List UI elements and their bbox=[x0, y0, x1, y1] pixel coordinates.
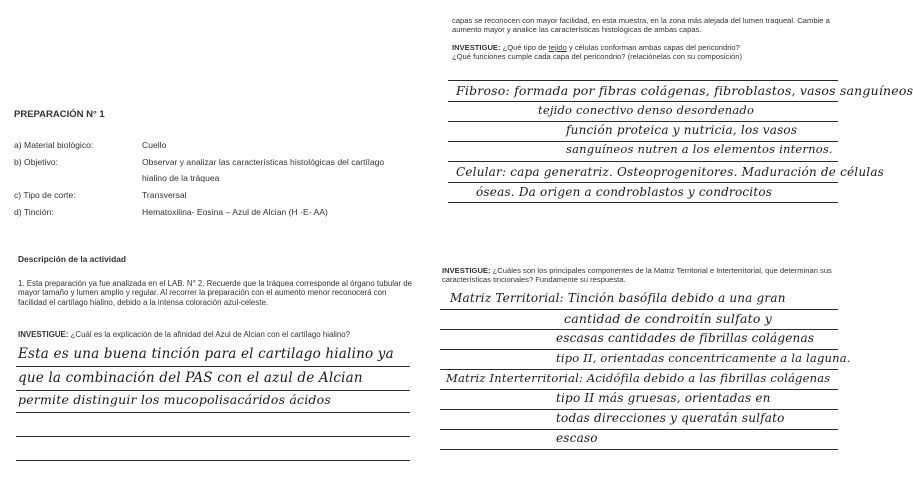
alcian-question bbox=[18, 330, 350, 339]
matrix-question bbox=[442, 266, 837, 284]
activity-paragraph: 1. Esta preparación ya fue analizada en el LAB. N° 2. Recuerde que la tráquea corresponde al órgano tubular de mayor tamaño y lumen amplio y regular. Al recorrer la preparación con el aumento menor reconocerá con facilidad el cartílago hialino, debido a la intensa coloración azul-celeste. bbox=[18, 279, 413, 307]
answer-rule bbox=[440, 349, 838, 350]
answer-rule bbox=[440, 429, 838, 430]
perichondrium-panel bbox=[442, 8, 913, 206]
handwritten-answer-line: Esta es una buena tinción para el cartilago hialino ya bbox=[18, 346, 394, 362]
handwritten-answer-line: Matriz Territorial: Tinción basófila debido a una gran bbox=[450, 291, 786, 305]
perichondrium-question-underlined: tejido bbox=[548, 43, 567, 52]
answer-rule bbox=[448, 202, 838, 203]
investigue-label: INVESTIGUE: bbox=[452, 43, 501, 52]
preparation-header-panel bbox=[8, 100, 418, 225]
field-value-corte: Transversal bbox=[142, 190, 187, 200]
activity-heading: Descripción de la actividad bbox=[18, 254, 126, 264]
field-label-corte: c) Tipo de corte: bbox=[14, 190, 76, 200]
handwritten-answer-line: tejido conectivo denso desordenado bbox=[538, 103, 755, 117]
handwritten-answer-line: Fibroso: formada por fibras colágenas, fibroblastos, vasos sanguíneos bbox=[456, 83, 913, 98]
perichondrium-intro: capas se reconocen con mayor facilidad, en esta muestra, en la zona más alejada del lumen traqueal. Cambie a aumento mayor y analice las características histológicas de ambas capas. bbox=[452, 16, 830, 35]
answer-rule bbox=[440, 329, 838, 330]
handwritten-answer-line: tipo II, orientadas concentricamente a la laguna. bbox=[556, 351, 851, 365]
answer-rule bbox=[16, 412, 410, 413]
alcian-question-text: ¿Cuál es la explicación de la afinidad del Azul de Alcian con el cartílago hialino? bbox=[68, 330, 351, 339]
handwritten-answer-line: Celular: capa generatriz. Osteoprogenitores. Maduración de células bbox=[456, 165, 885, 179]
handwritten-answer-line: escaso bbox=[556, 431, 598, 445]
perichondrium-question-pre: ¿Qué tipo de bbox=[500, 43, 549, 52]
answer-rule bbox=[440, 369, 838, 370]
perichondrium-question-line2: ¿Qué funciones cumple cada capa del pericondrio? (relaciónelas con su composición) bbox=[452, 52, 742, 62]
answer-rule bbox=[448, 121, 838, 122]
answer-rule bbox=[448, 161, 838, 162]
answer-rule bbox=[16, 366, 410, 367]
answer-rule bbox=[440, 409, 838, 410]
field-value-objetivo-cont: hialino de la tráquea bbox=[142, 173, 220, 183]
answer-rule bbox=[16, 460, 410, 461]
handwritten-answer-line: permite distinguir los mucopolisacáridos ácidos bbox=[18, 392, 331, 407]
field-label-material: a) Material biológico: bbox=[14, 140, 94, 150]
preparation-title: PREPARACIÓN N° 1 bbox=[14, 109, 105, 120]
handwritten-answer-line: Matriz Interterritorial: Acidófila debido a las fibrillas colágenas bbox=[446, 371, 831, 385]
field-value-material: Cuello bbox=[142, 140, 167, 150]
field-label-tincion: d) Tinción: bbox=[14, 207, 54, 217]
handwritten-answer-line: todas direcciones y queratán sulfato bbox=[556, 411, 785, 425]
field-value-objetivo: Observar y analizar las características histológicas del cartílago bbox=[142, 157, 385, 167]
handwritten-answer-line: que la combinación del PAS con el azul de Alcian bbox=[18, 370, 363, 386]
answer-rule bbox=[440, 309, 838, 310]
matrix-question-text: ¿Cuáles son los principales componentes de la Matriz Territorial e Interterritorial, que determinan sus características tincionales? Fundamente su respuesta. bbox=[442, 266, 832, 285]
handwritten-answer-line: óseas. Da origen a condroblastos y condrocitos bbox=[476, 185, 773, 199]
answer-rule bbox=[448, 182, 838, 183]
handwritten-answer-line: cantidad de condroitín sulfato y bbox=[564, 311, 772, 326]
investigue-label: INVESTIGUE: bbox=[18, 330, 69, 339]
handwritten-answer-line: tipo II más gruesas, orientadas en bbox=[556, 391, 771, 405]
answer-rule bbox=[440, 449, 838, 450]
answer-rule bbox=[16, 390, 410, 391]
perichondrium-question-post: y células conforman ambas capas del pericondrio? bbox=[566, 43, 740, 52]
handwritten-answer-line: función proteica y nutricia, los vasos bbox=[566, 123, 798, 137]
investigue-label: INVESTIGUE: bbox=[442, 266, 491, 275]
handwritten-answer-line: escasas cantidades de fibrillas colágenas bbox=[556, 331, 815, 345]
answer-rule bbox=[448, 80, 838, 81]
handwritten-answer-line: sanguíneos nutren a los elementos internos. bbox=[566, 142, 833, 156]
matrix-panel bbox=[436, 258, 851, 470]
answer-rule bbox=[16, 436, 410, 437]
field-label-objetivo: b) Objetivo: bbox=[14, 157, 58, 167]
perichondrium-question bbox=[452, 43, 837, 61]
field-value-tincion: Hematoxilina- Eosina – Azul de Alcian (H -E- AA) bbox=[142, 207, 328, 217]
answer-rule bbox=[440, 389, 838, 390]
answer-rule bbox=[448, 101, 838, 102]
activity-description-panel bbox=[8, 252, 418, 474]
